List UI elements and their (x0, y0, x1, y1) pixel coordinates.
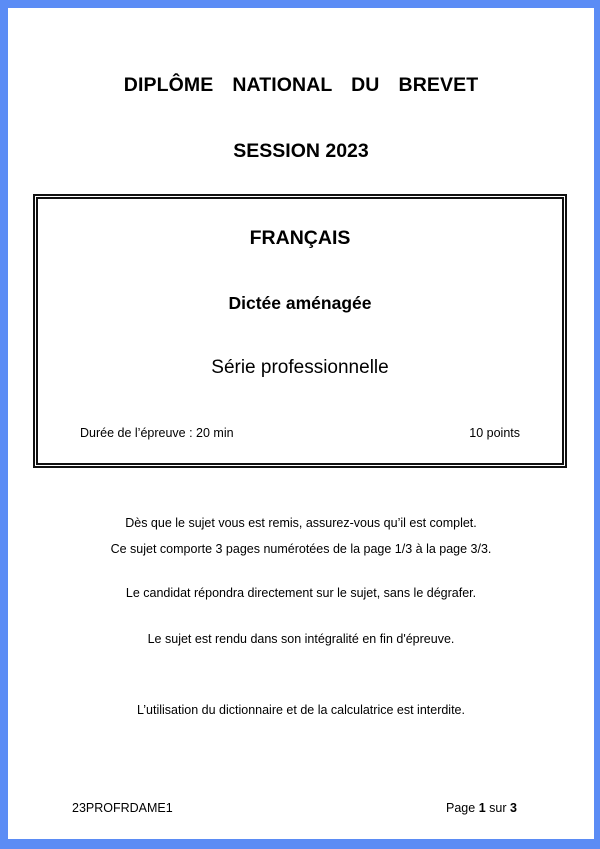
session-label: SESSION 2023 (233, 140, 369, 162)
page-separator: sur (489, 801, 507, 815)
subject-title: FRANÇAIS (249, 227, 351, 249)
exam-cover-page (8, 8, 594, 839)
subject-box (33, 194, 567, 468)
instruction-line: Le candidat répondra directement sur le sujet, sans le dégrafer. (125, 586, 477, 600)
series-label: Série professionnelle (211, 357, 389, 378)
document-title: DIPLÔME NATIONAL DU BREVET (123, 74, 479, 96)
exam-points: 10 points (469, 426, 520, 440)
instruction-line: Ce sujet comporte 3 pages numérotées de la page 1/3 à la page 3/3. (110, 542, 492, 556)
page-number (446, 801, 517, 815)
exam-duration: Durée de l’épreuve : 20 min (80, 426, 234, 440)
instruction-line: L’utilisation du dictionnaire et de la calculatrice est interdite. (137, 703, 465, 717)
page-current: 1 (478, 801, 486, 815)
document-code: 23PROFRDAME1 (72, 801, 173, 815)
instruction-line: Le sujet est rendu dans son intégralité en fin d'épreuve. (147, 632, 455, 646)
exam-type: Dictée aménagée (228, 293, 372, 313)
page-label: Page (446, 801, 476, 815)
instruction-line: Dès que le sujet vous est remis, assurez-vous qu’il est complet. (125, 516, 477, 530)
page-total: 3 (509, 801, 517, 815)
